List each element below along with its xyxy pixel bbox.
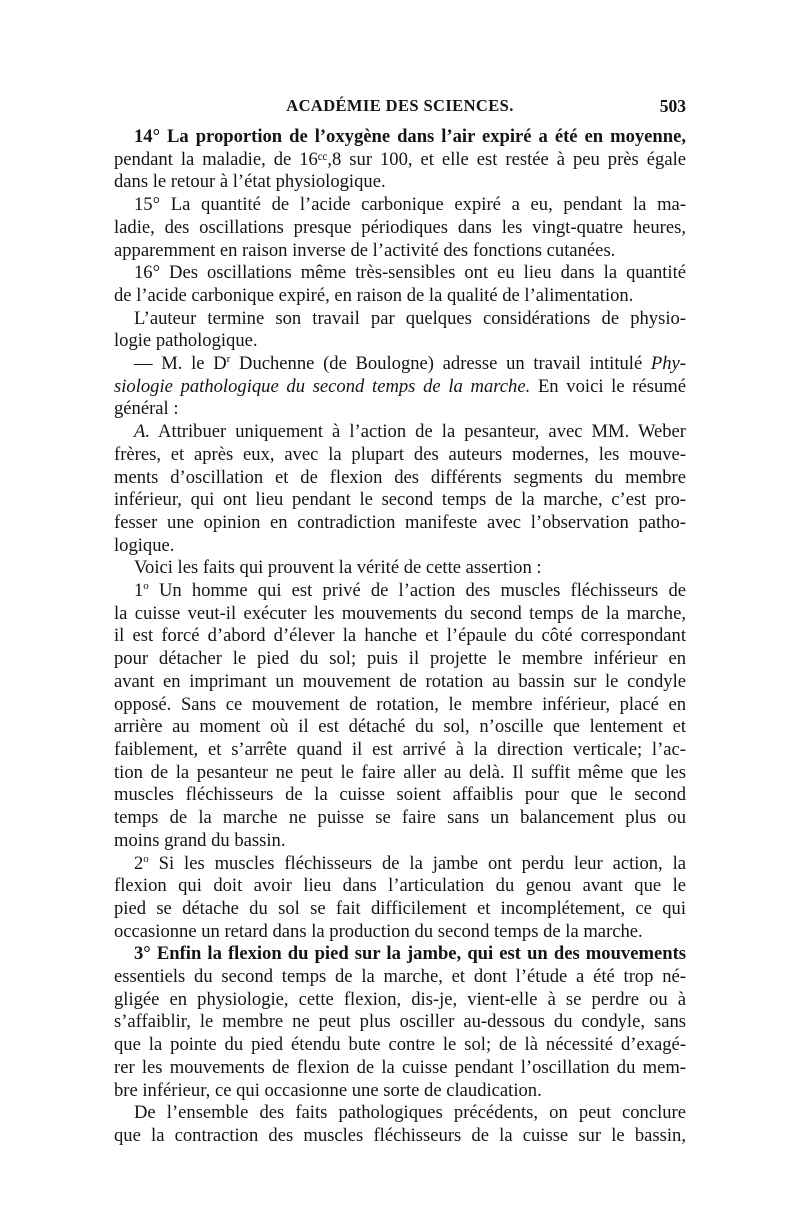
- text-line: [114, 376, 686, 399]
- running-title: ACADÉMIE DES SCIENCES.: [286, 96, 514, 115]
- superscript-text: o: [143, 580, 149, 593]
- text-line: que la contraction des muscles fléchisseurs de la cuisse sur le bassin,: [114, 1124, 686, 1146]
- text-segment: Duchenne (de Boulogne) adresse un travail intitulé: [230, 353, 651, 375]
- text-line: gligée en physiologie, cette flexion, dis-je, vient-elle à se perdre ou à: [114, 988, 686, 1010]
- paragraph: [114, 262, 686, 307]
- text-line: arrière au moment où il est détaché du sol, n’oscille que lentement et: [114, 716, 686, 738]
- text-line: L’auteur termine son travail par quelques considérations de physio-: [134, 307, 686, 329]
- text-line: temps de la marche ne puisse se faire sans un balancement plus ou: [114, 807, 686, 829]
- text-segment: En voici le résumé: [530, 375, 686, 397]
- text-line: muscles fléchisseurs de la cuisse soient affaiblis pour que le second: [114, 784, 686, 806]
- text-line: [114, 421, 686, 444]
- text-line: général :: [114, 398, 179, 420]
- text-line: De l’ensemble des faits pathologiques précédents, on peut conclure: [134, 1102, 686, 1124]
- text-line: que la pointe du pied étendu bute contre le sol; de là nécessité d’exagé-: [114, 1034, 686, 1056]
- text-segment: — M. le D: [134, 353, 227, 375]
- paragraph: [114, 557, 686, 580]
- text-line: inférieur, qui ont lieu pendant le second temps de la marche, c’est pro-: [114, 489, 686, 511]
- text-line: avant en imprimant un mouvement de rotation au bassin sur le condyle: [114, 670, 686, 692]
- text-segment: 2: [134, 852, 144, 874]
- text-line: occasionne un retard dans la production du second temps de la marche.: [114, 920, 643, 942]
- text-segment: Un homme qui est privé de l’action des muscles fléchisseurs de: [148, 580, 686, 602]
- paragraph: [114, 1102, 686, 1147]
- text-line: Voici les faits qui prouvent la vérité de cette assertion :: [134, 557, 542, 579]
- text-line: rer les mouvements de flexion de la cuisse pendant l’oscillation du mem-: [114, 1056, 686, 1078]
- text-line: de l’acide carbonique expiré, en raison de la qualité de l’alimentation.: [114, 284, 634, 306]
- text-line: logie pathologique.: [114, 330, 258, 352]
- text-line: fesser une opinion en contradiction manifeste avec l’observation patho-: [114, 511, 686, 533]
- text-line: apparemment en raison inverse de l’activité des fonctions cutanées.: [114, 239, 616, 261]
- text-line: [114, 353, 686, 376]
- text-line: il est forcé d’abord d’élever la hanche et l’épaule du côté correspondant: [114, 625, 686, 647]
- text-line: la cuisse veut-il exécuter les mouvements du second temps de la marche,: [114, 602, 686, 624]
- text-line: tion de la pesanteur ne peut le faire aller au delà. Il suffit même que les: [114, 761, 686, 783]
- paragraph: [114, 194, 686, 262]
- paragraph: [114, 853, 686, 944]
- text-line: 15° La quantité de l’acide carbonique expiré a eu, pendant la ma-: [134, 194, 686, 216]
- text-line: pendant la maladie, de 16ᶜᶜ,8 sur 100, et elle est restée à peu près égale: [114, 148, 686, 170]
- text-line: moins grand du bassin.: [114, 829, 286, 851]
- text-line: ments d’oscillation et de flexion des différents segments du membre: [114, 466, 686, 488]
- text-line: bre inférieur, ce qui occasionne une sorte de claudication.: [114, 1079, 542, 1101]
- italic-text: Phy-: [650, 353, 686, 375]
- page-body: [114, 126, 686, 1148]
- page-header: [114, 96, 686, 126]
- superscript-text: r: [226, 353, 231, 366]
- italic-text: A.: [134, 421, 151, 443]
- text-segment: 1: [134, 580, 144, 602]
- text-line: 14° La proportion de l’oxygène dans l’air expiré a été en moyenne,: [134, 126, 686, 147]
- text-line: opposé. Sans ce mouvement de rotation, le membre inférieur, placé en: [114, 693, 686, 715]
- superscript-text: o: [143, 852, 149, 865]
- paragraph: [114, 421, 686, 557]
- text-line: pied se détache du sol se fait difficilement et incomplétement, ce qui: [114, 897, 686, 919]
- text-line: ladie, des oscillations presque périodiques dans les vingt-quatre heures,: [114, 216, 686, 238]
- text-line: dans le retour à l’état physiologique.: [114, 171, 386, 193]
- text-line: [114, 853, 686, 876]
- paragraph: [114, 353, 686, 421]
- text-line: s’affaiblir, le membre ne peut plus osciller au-dessous du condyle, sans: [114, 1011, 686, 1033]
- paragraph: [114, 943, 686, 1102]
- text-line: 16° Des oscillations même très-sensibles ont eu lieu dans la quantité: [134, 262, 686, 284]
- text-line: [114, 580, 686, 603]
- text-line: 3° Enfin la flexion du pied sur la jambe, qui est un des mouvements: [134, 943, 686, 965]
- text-line: flexion qui doit avoir lieu dans l’articulation du genou avant que le: [114, 875, 686, 897]
- text-line: logique.: [114, 534, 175, 556]
- text-segment: Si les muscles fléchisseurs de la jambe ont perdu leur action, la: [148, 852, 686, 874]
- text-line: frères, et après eux, avec la plupart des auteurs modernes, les mouve-: [114, 443, 686, 465]
- text-line: pour détacher le pied du sol; puis il projette le membre inférieur en: [114, 648, 686, 670]
- paragraph: [114, 308, 686, 353]
- text-line: essentiels du second temps de la marche, et dont l’étude a été trop né-: [114, 966, 686, 988]
- italic-text: siologie pathologique du second temps de la marche.: [114, 375, 531, 397]
- page-number: 503: [659, 96, 686, 116]
- text-segment: Attribuer uniquement à l’action de la pesanteur, avec MM. Weber: [150, 421, 686, 443]
- paragraph: [114, 126, 686, 194]
- paragraph: [114, 580, 686, 852]
- text-line: faiblement, et s’arrête quand il est arrivé à la direction verticale; l’ac-: [114, 738, 686, 760]
